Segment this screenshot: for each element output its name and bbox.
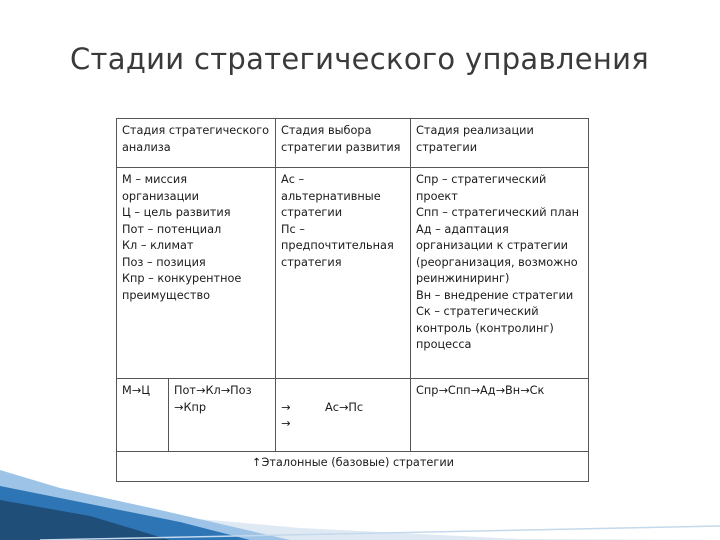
- chain-choice-arrows: → →: [281, 400, 291, 430]
- reference-strategies-note: ↑Эталонные (базовые) стратегии: [117, 452, 589, 482]
- details-implementation: Спр – стратегический проект Спп – стратегический план Ад – адаптация организации к стратегии (реорганизация, возможно реинжиниринг) Вн – внедрение стратегии Ск – стратегический контроль (контролинг) процесса: [411, 168, 589, 379]
- slide-title: Стадии стратегического управления: [70, 42, 650, 76]
- details-choice: Ас – альтернативные стратегии Пс – предпочтительная стратегия: [276, 168, 411, 379]
- table-details-row: [117, 168, 589, 379]
- chain-mission-goal: М→Ц: [117, 379, 169, 452]
- chain-potential: Пот→Кл→Поз →Кпр: [169, 379, 276, 452]
- header-analysis: Стадия стратегического анализа: [117, 119, 276, 168]
- chain-choice-alternatives: Ас→Пс: [325, 400, 364, 414]
- details-analysis: М – миссия организации Ц – цель развития Пот – потенциал Кл – климат Поз – позиция Кпр – конкурентное преимущество: [117, 168, 276, 379]
- chain-implementation: Спр→Спп→Ад→Вн→Ск: [411, 379, 589, 452]
- table-header-row: [117, 119, 589, 168]
- header-implementation: Стадия реализации стратегии: [411, 119, 589, 168]
- bottom-wave-decoration: [0, 440, 720, 540]
- header-choice: Стадия выбора стратегии развития: [276, 119, 411, 168]
- stages-table: [116, 118, 589, 482]
